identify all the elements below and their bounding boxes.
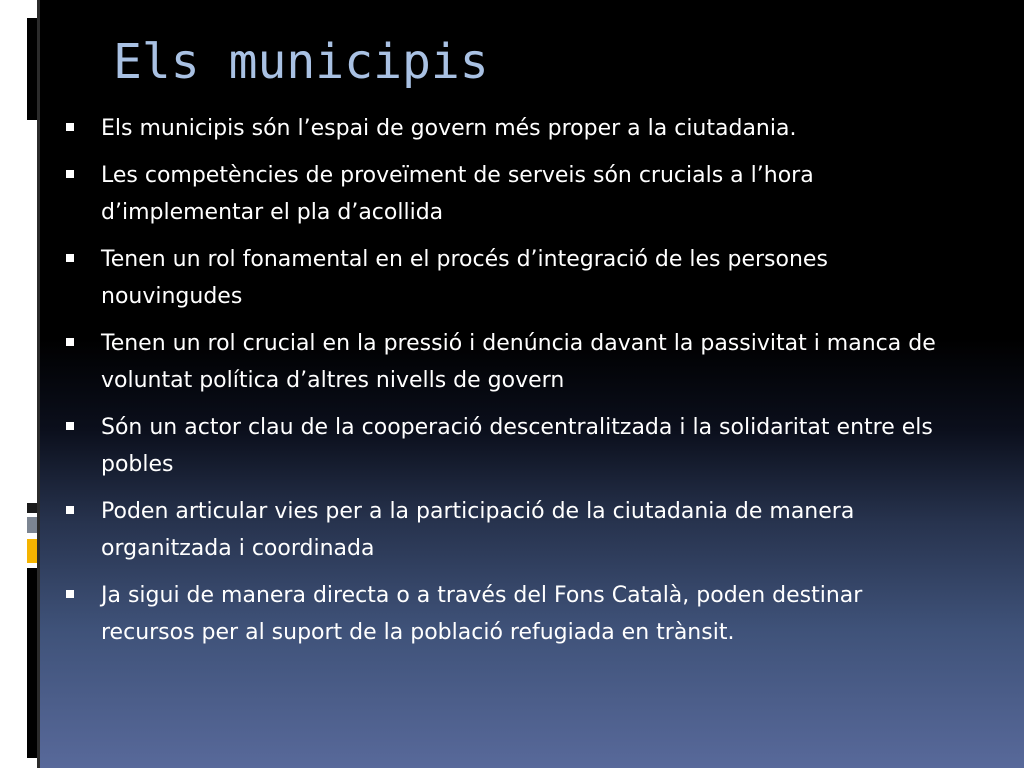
bullet-item (60, 325, 960, 399)
bullet-text: Ja sigui de manera directa o a través del Fons Català, poden destinar recursos per al suport de la població refugiada en trànsit. (101, 583, 863, 645)
bullet-text: Els municipis són l’espai de govern més proper a la ciutadania. (101, 116, 797, 141)
bullet-item (60, 110, 960, 147)
bullet-text: Tenen un rol fonamental en el procés d’integració de les persones nouvingudes (101, 247, 828, 309)
decorative-bar-top (27, 18, 37, 120)
decorative-bar-bottom (27, 568, 37, 758)
bullet-item (60, 577, 960, 651)
square-bullet-icon (66, 254, 74, 262)
bullet-item (60, 157, 960, 231)
bullet-item (60, 493, 960, 567)
slide-title: Els municipis (113, 34, 489, 90)
square-bullet-icon (66, 590, 74, 598)
square-bullet-icon (66, 338, 74, 346)
bullet-item (60, 409, 960, 483)
bullet-text: Tenen un rol crucial en la pressió i denúncia davant la passivitat i manca de voluntat política d’altres nivells de govern (101, 331, 936, 393)
decorative-bar-yellow (27, 539, 37, 563)
bullet-item (60, 241, 960, 315)
decorative-bar-gray (27, 517, 37, 533)
square-bullet-icon (66, 422, 74, 430)
square-bullet-icon (66, 123, 74, 131)
left-decorative-strip (0, 0, 40, 768)
bullet-text: Les competències de proveïment de serveis són crucials a l’hora d’implementar el pla d’acollida (101, 163, 814, 225)
square-bullet-icon (66, 506, 74, 514)
bullet-text: Poden articular vies per a la participació de la ciutadania de manera organitzada i coordinada (101, 499, 855, 561)
bullet-text: Són un actor clau de la cooperació descentralitzada i la solidaritat entre els pobles (101, 415, 933, 477)
square-bullet-icon (66, 170, 74, 178)
decorative-bar-dark (27, 503, 37, 513)
bullet-list (60, 110, 960, 661)
